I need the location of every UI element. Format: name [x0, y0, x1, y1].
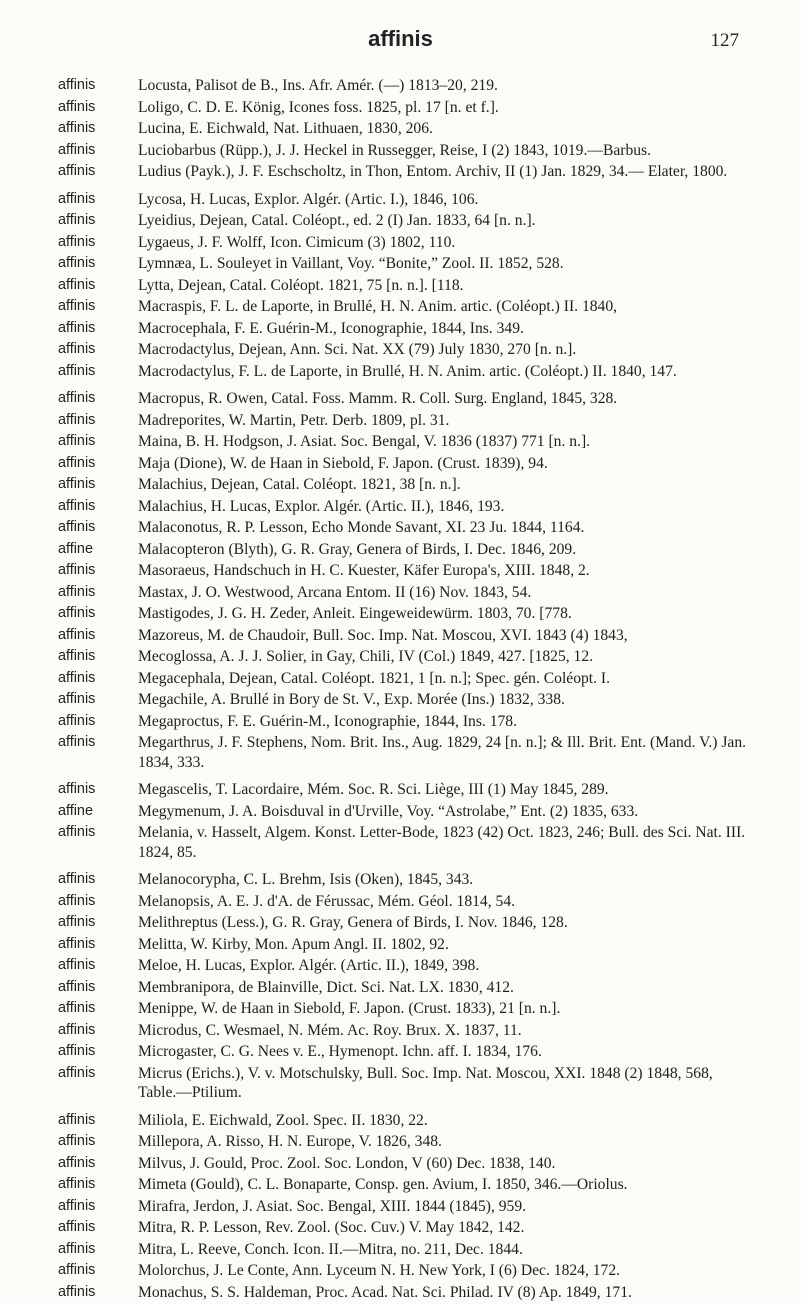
entry-text: Membranipora, de Blainville, Dict. Sci. Nat. LX. 1830, 412.: [138, 978, 514, 996]
list-item: [0, 626, 801, 646]
list-item: [0, 540, 801, 560]
entry-keyword: affinis: [58, 98, 96, 115]
entry-keyword: affinis: [58, 519, 96, 535]
entry-keyword: affinis: [58, 978, 96, 995]
entry-text: Microdus, C. Wesmael, N. Mém. Ac. Roy. Brux. X. 1837, 11.: [138, 1021, 522, 1039]
list-item: [0, 935, 801, 955]
list-item: [0, 583, 801, 603]
entry-text: Megarthrus, J. F. Stephens, Nom. Brit. Ins., Aug. 1829, 24 [n. n.]; & Ill. Brit. Ent. (Mand. V.) Jan. 1834, 333.: [138, 734, 747, 771]
entry-keyword: affinis: [58, 390, 96, 406]
entry-keyword: affinis: [58, 212, 96, 228]
entry-keyword: affinis: [58, 1064, 96, 1081]
entry-keyword: affinis: [58, 1240, 96, 1257]
entry-text: Ludius (Payk.), J. F. Eschscholtz, in Thon, Entom. Archiv, II (1) Jan. 1829, 34.— Elater, 1800.: [138, 163, 728, 180]
entry-keyword: affinis: [58, 77, 96, 93]
list-item: [0, 141, 801, 161]
entry-keyword: affinis: [58, 712, 96, 729]
list-item: [0, 999, 801, 1019]
entry-keyword: affinis: [58, 781, 96, 797]
list-item: [0, 913, 801, 933]
list-item: [0, 98, 801, 118]
list-item: [0, 1240, 801, 1260]
entry-text: Milvus, J. Gould, Proc. Zool. Soc. London, V (60) Dec. 1838, 140.: [138, 1154, 556, 1172]
entry-text: Melanocorypha, C. L. Brehm, Isis (Oken), 1845, 343.: [138, 871, 474, 888]
list-item: [0, 362, 801, 382]
entry-text: Locusta, Palisot de B., Ins. Afr. Amér. (—) 1813–20, 219.: [138, 77, 498, 94]
entry-text: Megaproctus, F. E. Guérin-M., Iconographie, 1844, Ins. 178.: [138, 712, 517, 730]
entry-text: Madreporites, W. Martin, Petr. Derb. 1809, pl. 31.: [138, 411, 450, 429]
entry-keyword: affinis: [58, 255, 96, 271]
entry-keyword: affinis: [58, 1154, 96, 1171]
entry-keyword: affinis: [58, 824, 96, 840]
entry-keyword: affinis: [58, 190, 96, 207]
list-item: [0, 561, 801, 581]
entry-keyword: affinis: [58, 1283, 96, 1300]
entry-keyword: affinis: [58, 1176, 96, 1192]
entry-text: Melanopsis, A. E. J. d'A. de Férussac, Mém. Géol. 1814, 54.: [138, 892, 516, 910]
entry-keyword: affinis: [58, 605, 96, 621]
list-item: [0, 733, 801, 772]
entry-text: Megascelis, T. Lacordaire, Mém. Soc. R. Sci. Liège, III (1) May 1845, 289.: [138, 781, 609, 798]
list-item: [0, 454, 801, 474]
entry-text: Lygaeus, J. F. Wolff, Icon. Cimicum (3) 1802, 110.: [138, 233, 456, 251]
entry-list: [0, 76, 801, 1304]
list-item: [0, 1218, 801, 1238]
list-item: [0, 1132, 801, 1152]
list-item: [0, 978, 801, 998]
entry-keyword: affinis: [58, 734, 96, 750]
entry-text: Lycosa, H. Lucas, Explor. Algér. (Artic. I.), 1846, 106.: [138, 190, 479, 208]
list-item: [0, 1261, 801, 1281]
entry-text: Macraspis, F. L. de Laporte, in Brullé, H. N. Anim. artic. (Coléopt.) II. 1840,: [138, 298, 618, 315]
list-item: [0, 1042, 801, 1062]
list-item: [0, 475, 801, 495]
entry-keyword: affinis: [58, 871, 96, 887]
list-item: [0, 823, 801, 862]
entry-keyword: affinis: [58, 1133, 96, 1149]
list-item: [0, 211, 801, 231]
entry-keyword: affinis: [58, 362, 96, 379]
entry-keyword: affinis: [58, 433, 96, 449]
entry-text: Mirafra, Jerdon, J. Asiat. Soc. Bengal, XIII. 1844 (1845), 959.: [138, 1197, 527, 1215]
list-item: [0, 604, 801, 624]
entry-keyword: affine: [58, 802, 93, 819]
entry-keyword: affinis: [58, 1111, 96, 1128]
entry-text: Maina, B. H. Hodgson, J. Asiat. Soc. Bengal, V. 1836 (1837) 771 [n. n.].: [138, 433, 591, 450]
entry-text: Meloe, H. Lucas, Explor. Algér. (Artic. II.), 1849, 398.: [138, 957, 480, 974]
list-item: [0, 956, 801, 976]
list-item: [0, 870, 801, 890]
entry-text: Loligo, C. D. E. König, Icones foss. 1825, pl. 17 [n. et f.].: [138, 98, 499, 116]
entry-text: Luciobarbus (Rüpp.), J. J. Heckel in Russegger, Reise, I (2) 1843, 1019.—Barbus.: [138, 141, 652, 159]
entry-keyword: affinis: [58, 1262, 96, 1278]
entry-text: Menippe, W. de Haan in Siebold, F. Japon. (Crust. 1833), 21 [n. n.].: [138, 1000, 561, 1017]
list-item: [0, 319, 801, 339]
entry-text: Miliola, E. Eichwald, Zool. Spec. II. 1830, 22.: [138, 1111, 428, 1129]
entry-text: Macrodactylus, F. L. de Laporte, in Brullé, H. N. Anim. artic. (Coléopt.) II. 1840, 147.: [138, 362, 677, 380]
list-item: [0, 669, 801, 689]
list-item: [0, 411, 801, 431]
entry-keyword: affinis: [58, 341, 96, 357]
entry-text: Mitra, L. Reeve, Conch. Icon. II.—Mitra, no. 211, Dec. 1844.: [138, 1240, 523, 1258]
list-item: [0, 432, 801, 452]
entry-keyword: affinis: [58, 691, 96, 707]
entry-keyword: affinis: [58, 120, 96, 136]
entry-keyword: affinis: [58, 319, 96, 336]
list-item: [0, 190, 801, 210]
entry-keyword: affinis: [58, 914, 96, 930]
entry-text: Macropus, R. Owen, Catal. Foss. Mamm. R. Coll. Surg. England, 1845, 328.: [138, 390, 618, 407]
entry-text: Lucina, E. Eichwald, Nat. Lithuaen, 1830, 206.: [138, 120, 433, 137]
list-item: [0, 1111, 801, 1131]
list-item: [0, 233, 801, 253]
entry-text: Lyeidius, Dejean, Catal. Coléopt., ed. 2 (I) Jan. 1833, 64 [n. n.].: [138, 212, 536, 229]
entry-text: Malacopteron (Blyth), G. R. Gray, Genera of Birds, I. Dec. 1846, 209.: [138, 540, 577, 558]
entry-text: Mastigodes, J. G. H. Zeder, Anleit. Eingeweidewürm. 1803, 70. [778.: [138, 605, 572, 622]
page-header: [0, 26, 801, 66]
entry-text: Mitra, R. P. Lesson, Rev. Zool. (Soc. Cuv.) V. May 1842, 142.: [138, 1219, 525, 1236]
entry-keyword: affinis: [58, 454, 96, 471]
entry-text: Molorchus, J. Le Conte, Ann. Lyceum N. H. New York, I (6) Dec. 1824, 172.: [138, 1262, 621, 1279]
entry-keyword: affinis: [58, 1219, 96, 1235]
entry-text: Lytta, Dejean, Catal. Coléopt. 1821, 75 [n. n.]. [118.: [138, 276, 464, 294]
entry-text: Mastax, J. O. Westwood, Arcana Entom. II (16) Nov. 1843, 54.: [138, 583, 532, 601]
entry-text: Micrus (Erichs.), V. v. Motschulsky, Bull. Soc. Imp. Nat. Moscou, XXI. 1848 (2) 1848, 568, Table.—Ptilium.: [138, 1064, 713, 1101]
page-number: 127: [710, 30, 739, 51]
entry-keyword: affinis: [58, 562, 96, 578]
entry-text: Megymenum, J. A. Boisduval in d'Urville, Voy. “Astrolabe,” Ent. (2) 1835, 633.: [138, 802, 639, 820]
entry-keyword: affinis: [58, 1021, 96, 1038]
entry-keyword: affinis: [58, 276, 96, 293]
entry-keyword: affinis: [58, 497, 96, 514]
entry-text: Monachus, S. S. Haldeman, Proc. Acad. Nat. Sci. Philad. IV (8) Ap. 1849, 171.: [138, 1283, 632, 1301]
entry-keyword: affinis: [58, 163, 96, 179]
page-title: affinis: [368, 26, 433, 51]
list-item: [0, 497, 801, 517]
entry-text: Mazoreus, M. de Chaudoir, Bull. Soc. Imp. Nat. Moscou, XVI. 1843 (4) 1843,: [138, 626, 628, 644]
list-item: [0, 518, 801, 538]
list-item: [0, 1283, 801, 1303]
entry-keyword: affinis: [58, 1000, 96, 1016]
list-item: [0, 690, 801, 710]
entry-text: Melitta, W. Kirby, Mon. Apum Angl. II. 1802, 92.: [138, 935, 449, 953]
entry-text: Mimeta (Gould), C. L. Bonaparte, Consp. gen. Avium, I. 1850, 346.—Oriolus.: [138, 1176, 628, 1193]
entry-keyword: affinis: [58, 935, 96, 952]
entry-text: Malachius, Dejean, Catal. Coléopt. 1821, 38 [n. n.].: [138, 476, 461, 493]
entry-text: Mecoglossa, A. J. J. Solier, in Gay, Chili, IV (Col.) 1849, 427. [1825, 12.: [138, 648, 594, 665]
entry-keyword: affinis: [58, 476, 96, 492]
entry-keyword: affinis: [58, 957, 96, 973]
list-item: [0, 1021, 801, 1041]
list-item: [0, 892, 801, 912]
list-item: [0, 1175, 801, 1195]
entry-keyword: affinis: [58, 892, 96, 909]
entry-keyword: affinis: [58, 626, 96, 643]
entry-keyword: affinis: [58, 1043, 96, 1059]
entry-keyword: affinis: [58, 298, 96, 314]
entry-text: Lymnæa, L. Souleyet in Vaillant, Voy. “Bonite,” Zool. II. 1852, 528.: [138, 255, 564, 272]
list-item: [0, 162, 801, 182]
list-item: [0, 712, 801, 732]
entry-keyword: affinis: [58, 1197, 96, 1214]
entry-text: Microgaster, C. G. Nees v. E., Hymenopt. Ichn. aff. I. 1834, 176.: [138, 1043, 542, 1060]
entry-text: Malachius, H. Lucas, Explor. Algér. (Artic. II.), 1846, 193.: [138, 497, 505, 515]
entry-text: Millepora, A. Risso, H. N. Europe, V. 1826, 348.: [138, 1133, 442, 1150]
entry-keyword: affinis: [58, 669, 96, 686]
entry-text: Melithreptus (Less.), G. R. Gray, Genera of Birds, I. Nov. 1846, 128.: [138, 914, 568, 931]
entry-text: Megachile, A. Brullé in Bory de St. V., Exp. Morée (Ins.) 1832, 338.: [138, 691, 565, 708]
entry-keyword: affinis: [58, 233, 96, 250]
list-item: [0, 297, 801, 317]
entry-keyword: affinis: [58, 583, 96, 600]
list-item: [0, 254, 801, 274]
list-item: [0, 780, 801, 800]
list-item: [0, 802, 801, 822]
list-item: [0, 389, 801, 409]
list-item: [0, 1064, 801, 1103]
list-item: [0, 1197, 801, 1217]
list-item: [0, 340, 801, 360]
entry-text: Macrocephala, F. E. Guérin-M., Iconographie, 1844, Ins. 349.: [138, 319, 524, 337]
list-item: [0, 647, 801, 667]
entry-text: Maja (Dione), W. de Haan in Siebold, F. Japon. (Crust. 1839), 94.: [138, 454, 548, 472]
entry-keyword: affinis: [58, 411, 96, 428]
list-item: [0, 276, 801, 296]
entry-text: Malaconotus, R. P. Lesson, Echo Monde Savant, XI. 23 Ju. 1844, 1164.: [138, 519, 585, 536]
entry-text: Melania, v. Hasselt, Algem. Konst. Letter-Bode, 1823 (42) Oct. 1823, 246; Bull. des Sci. Nat. III. 1824, 85.: [138, 824, 746, 861]
entry-keyword: affinis: [58, 648, 96, 664]
entry-text: Megacephala, Dejean, Catal. Coléopt. 1821, 1 [n. n.]; Spec. gén. Coléopt. I.: [138, 669, 611, 687]
entry-keyword: affinis: [58, 141, 96, 158]
entry-keyword: affine: [58, 540, 93, 557]
list-item: [0, 1154, 801, 1174]
list-item: [0, 119, 801, 139]
list-item: [0, 76, 801, 96]
entry-text: Macrodactylus, Dejean, Ann. Sci. Nat. XX (79) July 1830, 270 [n. n.].: [138, 341, 577, 358]
entry-text: Masoraeus, Handschuch in H. C. Kuester, Käfer Europa's, XIII. 1848, 2.: [138, 562, 590, 579]
